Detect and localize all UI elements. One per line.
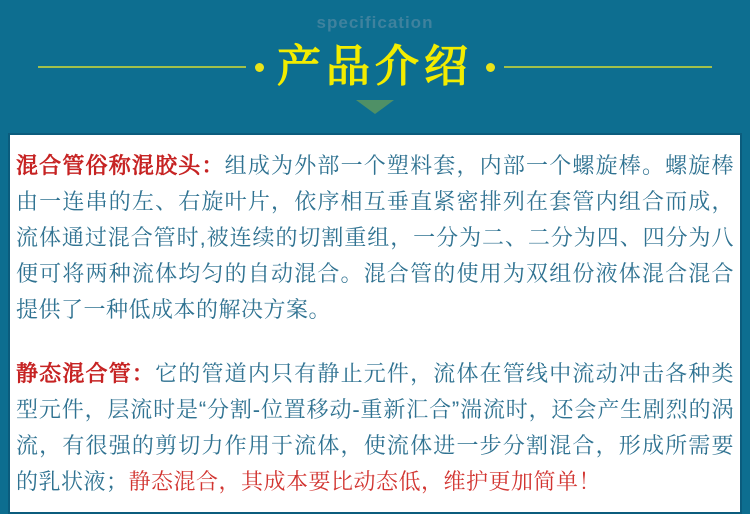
description-panel bbox=[8, 133, 742, 514]
divider-line-left bbox=[38, 66, 246, 68]
title-row bbox=[0, 39, 750, 95]
paragraph-highlight: 静态混合，其成本要比动态低，维护更加简单！ bbox=[128, 469, 602, 494]
paragraph-heading: 静态混合管： bbox=[16, 361, 156, 386]
decorative-dot-right bbox=[486, 63, 495, 72]
eyebrow-text: specification bbox=[316, 13, 434, 32]
decorative-dot-left bbox=[255, 63, 264, 72]
triangle-down-icon bbox=[356, 100, 394, 114]
page-title: 产品介绍 bbox=[277, 42, 473, 91]
divider-line-right bbox=[504, 66, 712, 68]
paragraph-heading: 混合管俗称混胶头： bbox=[16, 153, 225, 178]
paragraph-static-mixer bbox=[16, 356, 734, 500]
section-header bbox=[0, 0, 750, 133]
paragraph-mixing-tube bbox=[16, 148, 734, 328]
paragraph-body: 组成为外部一个塑料套，内部一个螺旋棒。螺旋棒由一连串的左、右旋叶片，依序相互垂直紧密排列在套管内组合而成，流体通过混合管时,被连续的切割重组，一分为二、二分为四、四分为八 便可将两种流体均匀的自动混合。混合管的使用为双组份液体混合混合提供了一种低成本的解决方案。 bbox=[16, 153, 734, 322]
paragraph-body: 它的管道内只有静止元件，流体在管线中流动冲击各种类型元件，层流时是“分割-位置移动-重新汇合”湍流时，还会产生剧烈的涡流，有很强的剪切力作用于流体，使流体进一步分割混合，形成所需要的乳状液； bbox=[16, 361, 734, 494]
